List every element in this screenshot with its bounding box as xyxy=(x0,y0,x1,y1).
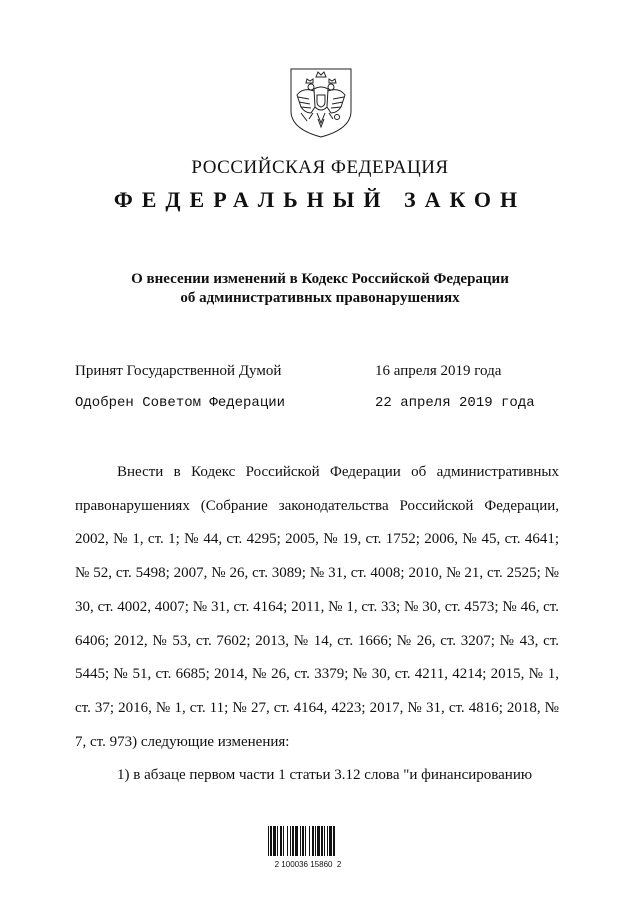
body-paragraph-intro: Внести в Кодекс Российской Федерации об административных правонарушениях (Собрание законодательства Российской Федерации, 2002, № 1, ст. 1; № 44, ст. 4295; 2005, № 19, ст. 1752; 2006, № 45, ст. 4641; № 52, ст. 5498; 2007, № 26, ст. 3089; № 31, ст. 4008; 2010, № 21, ст. 2525; № 30, ст. 4002, 4007; № 31, ст. 4164; 2011, № 1, ст. 33; № 30, ст. 4573; № 46, ст. 6406; 2012, № 53, ст. 7602; 2013, № 14, ст. 1666; № 26, ст. 3207; № 43, ст. 5445; № 51, ст. 6685; 2014, № 26, ст. 3379; № 30, ст. 4211, 4214; 2015, № 1, ст. 37; 2016, № 1, ст. 11; № 27, ст. 4164, 4223; 2017, № 31, ст. 4816; 2018, № 7, ст. 973) следующие изменения: xyxy=(75,464,559,750)
law-title-line-2: об административных правонарушениях xyxy=(180,290,460,306)
duma-adoption-date: 16 апреля 2019 года xyxy=(375,363,502,379)
coat-of-arms-icon xyxy=(289,67,353,139)
document-type-heading: ФЕДЕРАЛЬНЫЙ ЗАКОН xyxy=(113,187,527,212)
barcode-icon xyxy=(268,826,358,864)
barcode-number: 2 100036 15860 2 xyxy=(274,860,342,869)
law-title-line-1: О внесении изменений в Кодекс Российской Федерации xyxy=(131,271,509,287)
law-title xyxy=(0,270,640,308)
council-approval-label: Одобрен Советом Федерации xyxy=(75,395,286,411)
duma-adoption-label: Принят Государственной Думой xyxy=(75,363,282,379)
council-approval-date: 22 апреля 2019 года xyxy=(375,395,535,411)
law-body xyxy=(75,456,559,793)
body-paragraph-item-1: 1) в абзаце первом части 1 статьи 3.12 слова "и финансированию xyxy=(117,767,533,784)
country-name: РОССИЙСКАЯ ФЕДЕРАЦИЯ xyxy=(191,157,449,178)
